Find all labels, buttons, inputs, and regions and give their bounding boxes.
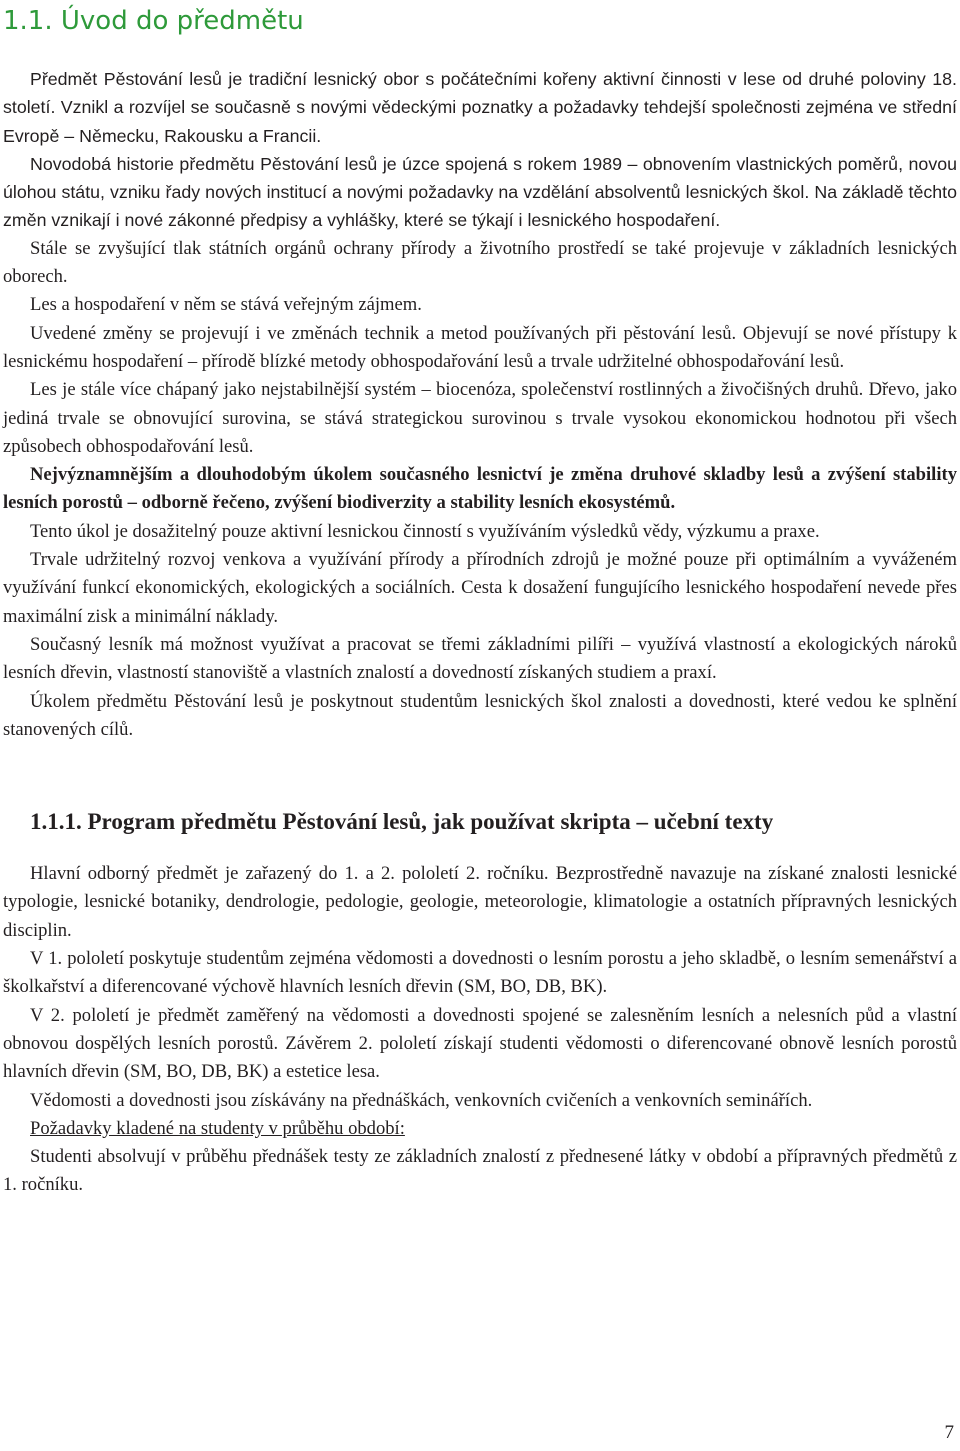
requirements-heading <box>3 1115 957 1143</box>
paragraph-first-term: V 1. pololetí poskytuje studentům zejména vědomosti a dovednosti o lesním porostu a jeho skladbě, o lesním semenářství a školkařství a diferencované výchově hlavních lesních dřevin (SM, BO, DB, BK). <box>3 948 957 998</box>
page-number: 7 <box>944 1422 954 1443</box>
paragraph-ecosystem: Les je stále více chápaný jako nejstabilnější systém – biocenóza, společenství rostlinných a živočišných druhů. Dřevo, jako jediná trvale se obnovující surovina, se stává strategickou surovinou s trvale vysokou ekonomickou hodnotou při všech způsobech obhospodařování lesů. <box>3 379 957 457</box>
paragraph-sustainable: Trvale udržitelný rozvoj venkova a využívání přírody a přírodních zdrojů je možné pouze při optimálním a vyváženém využívání funkcí ekonomických, ekologických a sociálních. Cesta k dosažení fungujícího lesnického hospodaření nevede přes maximální zisk a minimální náklady. <box>3 549 957 627</box>
paragraph-pressure: Stále se zvyšující tlak státních orgánů ochrany přírody a životního prostředí se také projevuje v základních lesnických oborech. <box>3 237 957 288</box>
section-title: 1.1. Úvod do předmětu <box>3 6 304 36</box>
paragraph-pillars: Současný lesník má možnost využívat a pracovat se třemi základními pilíři – využívá vlastností a ekologických nároků lesních dřevin, vlastností stanoviště a vlastních znalostí a dovedností získaných studiem a praxí. <box>3 633 957 684</box>
paragraph-main-subject: Hlavní odborný předmět je zařazený do 1. a 2. pololetí 2. ročníku. Bezprostředně navazuje na získané znalosti lesnické typologie, lesnické botaniky, dendrologie, pedologie, geologie, meteorologie, klimatologie a ostatních přípravných lesnických disciplin. <box>3 863 957 941</box>
paragraph-knowledge: Vědomosti a dovednosti jsou získávány na přednáškách, venkovních cvičeních a venkovních seminářích. <box>30 1089 813 1111</box>
paragraph-intro: Předmět Pěstování lesů je tradiční lesnický obor s počátečními kořeny aktivní činnosti v lese od druhé poloviny 18. století. Vznikl a rozvíjel se současně s novými vědeckými poznatky a požadavky tehdejší společnosti zejména ve střední Evropě – Německu, Rakousku a Francii. <box>3 69 957 146</box>
paragraph-history: Novodobá historie předmětu Pěstování lesů je úzce spojená s rokem 1989 – obnovením vlastnických poměrů, novou úlohou státu, vzniku řady nových institucí a novými požadavky na vzdělání absolventů lesnických škol. Na základě těchto změn vznikají i nové zákonné předpisy a vyhlášky, které se týkají i lesnického hospodaření. <box>3 153 957 231</box>
subsection-title: 1.1.1. Program předmětu Pěstování lesů, jak používat skripta – učební texty <box>30 809 774 835</box>
paragraph-requirements: Studenti absolvují v průběhu přednášek testy ze základních znalostí z přednesené látky v období a přípravných předmětů z 1. ročníku. <box>3 1146 957 1196</box>
section-body <box>3 65 957 744</box>
document-page <box>3 0 957 1200</box>
paragraph-changes: Uvedené změny se projevují i ve změnách technik a metod používaných při pěstování lesů. Objevují se nové přístupy k lesnickému hospodaření – přírodě blízké metody obhospodařování lesů a trvale udržitelné obhospodařování lesů. <box>3 322 957 372</box>
paragraph-key-task: Nejvýznamnějším a dlouhodobým úkolem současného lesnictví je změna druhové skladby lesů a zvýšení stability lesních porostů – odborně řečeno, zvýšení biodiverzity a stability lesních ekosystémů. <box>3 464 957 514</box>
paragraph-goal: Úkolem předmětu Pěstování lesů je poskytnout studentům lesnických škol znalosti a dovednosti, které vedou ke splnění stanovených cílů. <box>3 690 957 740</box>
subsection-body <box>3 860 957 1200</box>
paragraph-achievable: Tento úkol je dosažitelný pouze aktivní lesnickou činností s využíváním výsledků vědy, výzkumu a praxe. <box>30 520 820 542</box>
paragraph-public-interest: Les a hospodaření v něm se stává veřejným zájmem. <box>30 294 422 316</box>
paragraph-second-term: V 2. pololetí je předmět zaměřený na vědomosti a dovednosti spojené se zalesněním lesních a nelesních půd a vlastní obnovou dospělých lesních porostů. Závěrem 2. pololetí získají studenti vědomosti o diferencované obnově lesních porostů hlavních dřevin (SM, BO, DB, BK) a estetice lesa. <box>3 1004 957 1083</box>
requirements-heading-text: Požadavky kladené na studenty v průběhu období: <box>30 1117 405 1139</box>
